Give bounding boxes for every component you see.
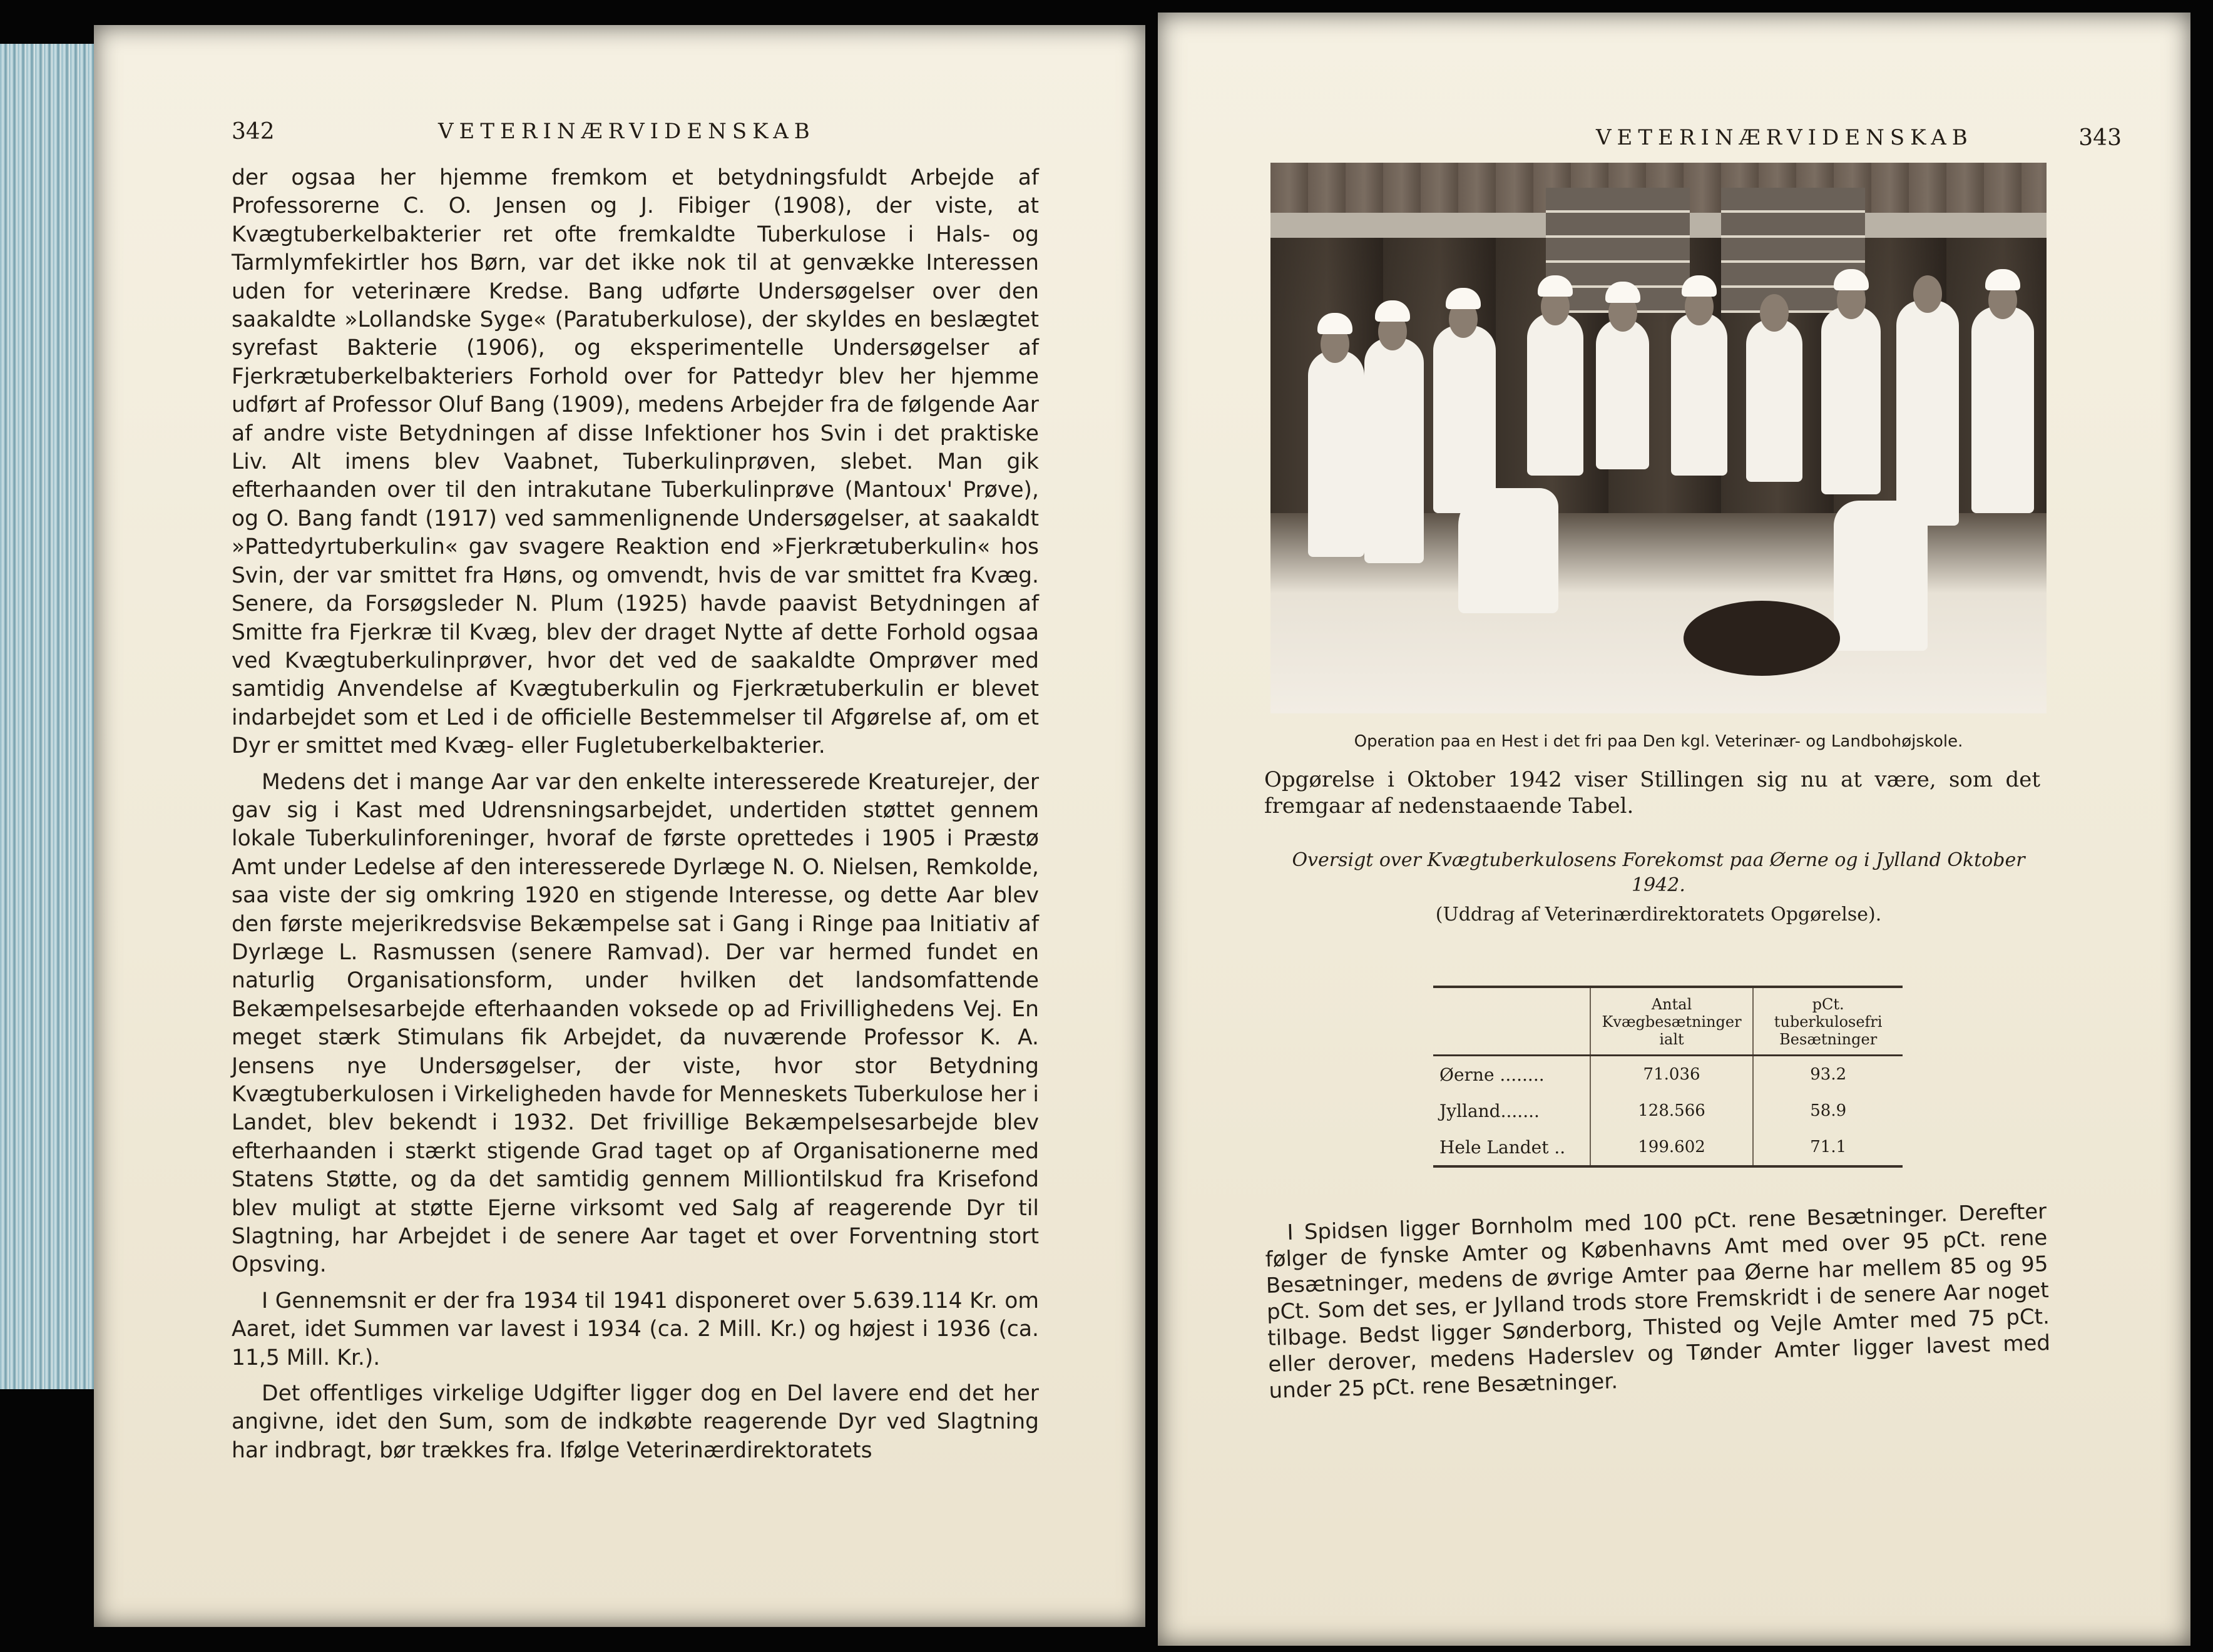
table-cell: Øerne ........ <box>1439 1064 1545 1085</box>
table-cell: Hele Landet .. <box>1439 1136 1566 1158</box>
left-page-number: 342 <box>232 119 275 145</box>
photo-caption: Operation paa en Hest i det fri paa Den kgl. Veterinær- og Landbohøjskole. <box>1354 732 1963 751</box>
closing-paragraph: I Spidsen ligger Bornholm med 100 pCt. rene Besætninger. Derefter følger de fynske Amter og Københavns Amt med over 95 pCt. rene Besætninger, medens de øvrige Amter paa Øerne har mellem 85 og 95 pCt. Som det ses, er Jylland trods store Fremskridt i de senere Aar noget tilbage. Bedst ligger Sønderborg, Thisted og Vejle Amter med 75 pCt. eller derover, medens Haderslev og Tønder Amter ligger lavest med under 25 pCt. rene Besætninger. <box>1265 1199 2051 1404</box>
tuberculosis-table <box>1433 986 1903 1168</box>
table-cell: Jylland....... <box>1439 1100 1540 1121</box>
table-subtitle: (Uddrag af Veterinærdirektoratets Opgørelse). <box>1435 904 1882 925</box>
table-cell: 71.036 <box>1590 1056 1754 1093</box>
table-row <box>1433 1093 1903 1129</box>
table-header-percent: pCt. tuberkulosefri Besætninger <box>1753 987 1903 1056</box>
left-paragraph-4: Det offentliges virkelige Udgifter ligger dog en Del lavere end det her angivne, idet den Sum, som de indkøbte reagerende Dyr ved Slagtning har indbragt, bør trækkes fra. Ifølge Veterinærdirektoratets <box>232 1381 1039 1463</box>
table-header-region <box>1433 987 1590 1056</box>
left-running-title: VETERINÆRVIDENSKAB <box>438 119 815 144</box>
table-header-herds: Antal Kvægbesætninger ialt <box>1590 987 1754 1056</box>
operation-photo <box>1270 163 2047 713</box>
right-page <box>1158 13 2190 1646</box>
table-row <box>1433 1129 1903 1166</box>
page-edges <box>0 44 94 1389</box>
left-running-head <box>232 119 1039 164</box>
closing-paragraph-block <box>1264 1198 2052 1404</box>
table-cell: 58.9 <box>1753 1093 1903 1129</box>
table-cell: 71.1 <box>1753 1129 1903 1166</box>
left-paragraph-3: I Gennemsnit er der fra 1934 til 1941 disponeret over 5.639.114 Kr. om Aaret, idet Summen var lavest i 1934 (ca. 2 Mill. Kr.) og højest i 1936 (ca. 11,5 Mill. Kr.). <box>232 1288 1039 1370</box>
left-page <box>94 25 1145 1627</box>
left-paragraph-2: Medens det i mange Aar var den enkelte interesserede Kreaturejer, der gav sig i Kast med Udrensningsarbejdet, undertiden støttet gennem lokale Tuberkulinforeninger, hvoraf de første oprettedes i 1905 i Præstø Amt under Ledelse af den interesserede Dyrlæge N. O. Nielsen, Remkolde, saa viste der sig omkring 1920 en stigende Interesse, og dette Aar blev den første mejerikredsvise Bekæmpelse sat i Gang i Ringe paa Initiativ af Dyrlæge L. Rasmussen (senere Ramvad). Der var hermed fundet en naturlig Organisationsform, under hvilken det landsomfattende Bekæmpelsesarbejde efterhaanden voksede op ad Frivillighedens Vej. En meget stærk Stimulans fik Arbejdet, da nuværende Professor K. A. Jensens nye Undersøgelser, der viste, hvor stor Betydning Kvægtuberkulosen i Virkeligheden havde for Menneskets Tuberkulose her i Landet, blev bekendt i 1932. Det frivillige Bekæmpelsesarbejde blev efterhaanden i stærkt stigende Grad taget op af Organisationerne med Statens Støtte, og da det samtidig gennem Milliontilskud fra Krisefond blev muligt at støtte Ejerne virksomt ved Salg af reagerende Dyr til Slagtning, har Arbejdet i de senere Aar taget et over Forventning stort Opsving. <box>232 769 1039 1278</box>
right-intro-text: Opgørelse i Oktober 1942 viser Stillingen sig nu at være, som det fremgaar af nedenstaaende Tabel. <box>1264 767 2040 818</box>
table-cell: 199.602 <box>1590 1129 1754 1166</box>
left-paragraph-1: der ogsaa her hjemme fremkom et betydningsfuldt Arbejde af Professorerne C. O. Jensen og J. Fibiger (1908), der viste, at Kvægtuberkelbakterier ret ofte fremkaldte Tuberkulose i Hals- og Tarmlymfekirtler hos Børn, var det ikke nok til at genvække Interessen uden for veterinære Kredse. Bang udførte Undersøgelser over den saakaldte »Lollandske Syge« (Paratuberkulose), der skyldes en beslægtet syrefast Bakterie (1906), og eksperimentelle Undersøgelser af Fjerkrætuberkelbakteriers Forhold over for Pattedyr blev her hjemme udført af Professor Oluf Bang (1909), medens Arbejder fra de følgende Aar af andre viste Betydningen af disse Infektioner hos Svin i det praktiske Liv. Alt imens blev Vaabnet, Tuberkulinprøven, slebet. Man gik efterhaanden over til den intrakutane Tuberkulinprøve (Mantoux' Prøve), og O. Bang fandt (1917) ved sammenlignende Undersøgelser, at saakaldt »Pattedyrtuberkulin« gav svagere Reaktion end »Fjerkrætuberkulin« hos Svin, der var smittet fra Høns, og omvendt, hvis de var smittet fra Kvæg. Senere, da Forsøgsleder N. Plum (1925) havde paavist Betydningen af Smitte fra Fjerkræ til Kvæg, blev der draget Nytte af dette Forhold ogsaa ved Kvægtuberkulinprøver, hvor det ved de saakaldte Omprøver med samtidig Anvendelse af Kvægtuberkulin og Fjerkrætuberkulin er blevet indarbejdet som et Led i de officielle Bestemmelser til Afgørelse af, om et Dyr er smittet med Kvæg- eller Fugletuberkelbakterier. <box>232 165 1039 759</box>
table-row <box>1433 1056 1903 1093</box>
table-cell: 93.2 <box>1753 1056 1903 1093</box>
table-header-row <box>1433 987 1903 1056</box>
right-running-title: VETERINÆRVIDENSKAB <box>1596 125 1973 150</box>
table-title: Oversigt over Kvægtuberkulosens Forekomst paa Øerne og i Jylland Oktober 1942. <box>1292 849 2025 896</box>
right-page-number: 343 <box>2078 125 2122 151</box>
table-cell: 128.566 <box>1590 1093 1754 1129</box>
